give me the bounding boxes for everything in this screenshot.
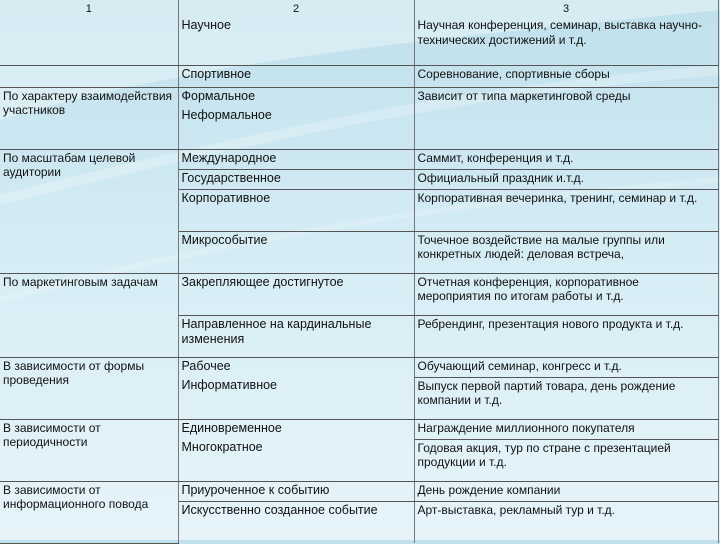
example-cell: Награждение миллионного покупателя	[414, 419, 718, 439]
type-cell: Государственное	[178, 169, 414, 189]
table-row	[0, 481, 718, 501]
criterion-cell	[0, 65, 178, 87]
example-cell: Обучающий семинар, конгресс и т.д.	[414, 357, 718, 377]
example-cell: Официальный праздник и.т.д.	[414, 169, 718, 189]
example-cell: День рождение компании	[414, 481, 718, 501]
criterion-cell: В зависимости от информационного повода	[0, 481, 178, 543]
table-row	[0, 419, 718, 439]
table-row	[0, 87, 718, 107]
type-cell: Неформальное	[178, 107, 414, 149]
type-cell: Формальное	[178, 87, 414, 107]
type-cell: Приуроченное к событию	[178, 481, 414, 501]
type-cell: Направленное на кардинальные изменения	[178, 315, 414, 357]
example-cell: Годовая акция, тур по стране с презентацией продукции и т.д.	[414, 439, 718, 481]
table-row	[0, 65, 718, 87]
type-cell: Международное	[178, 149, 414, 169]
header-col-2: 2	[178, 0, 414, 17]
criterion-cell: В зависимости от периодичности	[0, 419, 178, 481]
table-row	[0, 357, 718, 377]
example-cell: Выпуск первой партий товара, день рождение компании и т.д.	[414, 377, 718, 419]
example-cell: Научная конференция, семинар, выставка научно-технических достижений и т.д.	[414, 17, 718, 65]
header-col-3: 3	[414, 0, 718, 17]
criterion-cell: По характеру взаимодействия участников	[0, 87, 178, 149]
criterion-cell: В зависимости от формы проведения	[0, 357, 178, 419]
header-row	[0, 0, 718, 17]
type-cell: Микрособытие	[178, 231, 414, 273]
type-cell: Научное	[178, 17, 414, 65]
type-cell: Закрепляющее достигнутое	[178, 273, 414, 315]
type-cell: Рабочее	[178, 357, 414, 377]
example-cell: Точечное воздействие на малые группы или конкретных людей: деловая встреча,	[414, 231, 718, 273]
criterion-cell: По масштабам целевой аудитории	[0, 149, 178, 273]
header-col-1: 1	[0, 0, 178, 17]
table-row	[0, 17, 718, 65]
example-cell: Зависит от типа маркетинговой среды	[414, 87, 718, 149]
table-row	[0, 273, 718, 315]
type-cell: Многократное	[178, 439, 414, 481]
type-cell: Единовременное	[178, 419, 414, 439]
example-cell: Саммит, конференция и т.д.	[414, 149, 718, 169]
example-cell: Арт-выставка, рекламный тур и т.д.	[414, 501, 718, 543]
example-cell: Отчетная конференция, корпоративное мероприятия по итогам работы и т.д.	[414, 273, 718, 315]
example-cell: Корпоративная вечеринка, тренинг, семинар и т.д.	[414, 189, 718, 231]
criterion-cell: По маркетинговым задачам	[0, 273, 178, 357]
type-cell: Корпоративное	[178, 189, 414, 231]
type-cell: Информативное	[178, 377, 414, 419]
example-cell: Ребрендинг, презентация нового продукта и т.д.	[414, 315, 718, 357]
example-cell: Соревнование, спортивные сборы	[414, 65, 718, 87]
type-cell: Спортивное	[178, 65, 414, 87]
type-cell: Искусственно созданное событие	[178, 501, 414, 543]
criterion-cell	[0, 17, 178, 65]
table-row	[0, 149, 718, 169]
